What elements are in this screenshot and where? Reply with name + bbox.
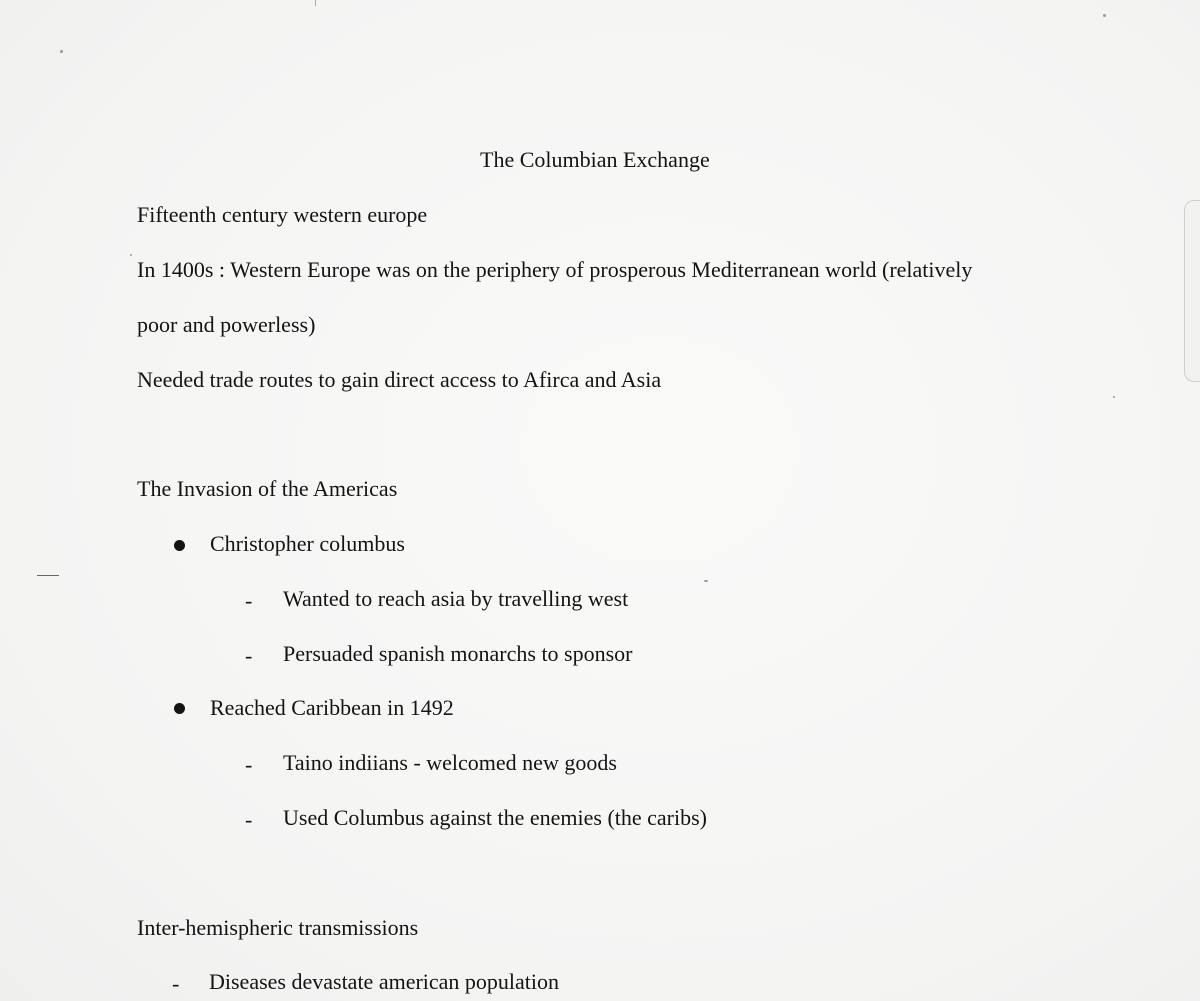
scan-speck [704, 580, 708, 582]
paragraph-line: Needed trade routes to gain direct access to Afirca and Asia [137, 367, 662, 392]
sub-bullet-item: Used Columbus against the enemies (the caribs) [283, 805, 708, 830]
scan-speck [1113, 396, 1115, 398]
dash-marker: - [172, 971, 180, 996]
paragraph-line: poor and powerless) [137, 312, 316, 337]
sub-bullet-item: Persuaded spanish monarchs to sponsor [283, 641, 633, 666]
dash-marker: - [245, 807, 253, 832]
scan-speck [60, 50, 63, 53]
sub-bullet-item: Wanted to reach asia by travelling west [283, 586, 629, 611]
dash-marker: - [245, 588, 253, 613]
scan-speck [1103, 14, 1106, 17]
scan-artifact [37, 575, 59, 576]
sub-bullet-item: Taino indiians - welcomed new goods [283, 750, 617, 775]
document-title: The Columbian Exchange [480, 147, 710, 172]
bullet-dot-icon [174, 703, 185, 714]
page-edge-tab [1184, 200, 1200, 382]
bullet-dot-icon [174, 540, 185, 551]
scan-artifact [315, 0, 316, 6]
section-heading: The Invasion of the Americas [137, 476, 398, 501]
bullet-item: Christopher columbus [210, 531, 405, 556]
bullet-item: Reached Caribbean in 1492 [210, 695, 454, 720]
dash-marker: - [245, 643, 253, 668]
section-heading: Fifteenth century western europe [137, 202, 428, 227]
section-heading: Inter-hemispheric transmissions [137, 915, 419, 940]
dash-marker: - [245, 752, 253, 777]
sub-bullet-item: Diseases devastate american population [209, 969, 560, 994]
scan-speck [130, 254, 132, 256]
paragraph-line: In 1400s : Western Europe was on the periphery of prosperous Mediterranean world (relatively [137, 257, 973, 282]
